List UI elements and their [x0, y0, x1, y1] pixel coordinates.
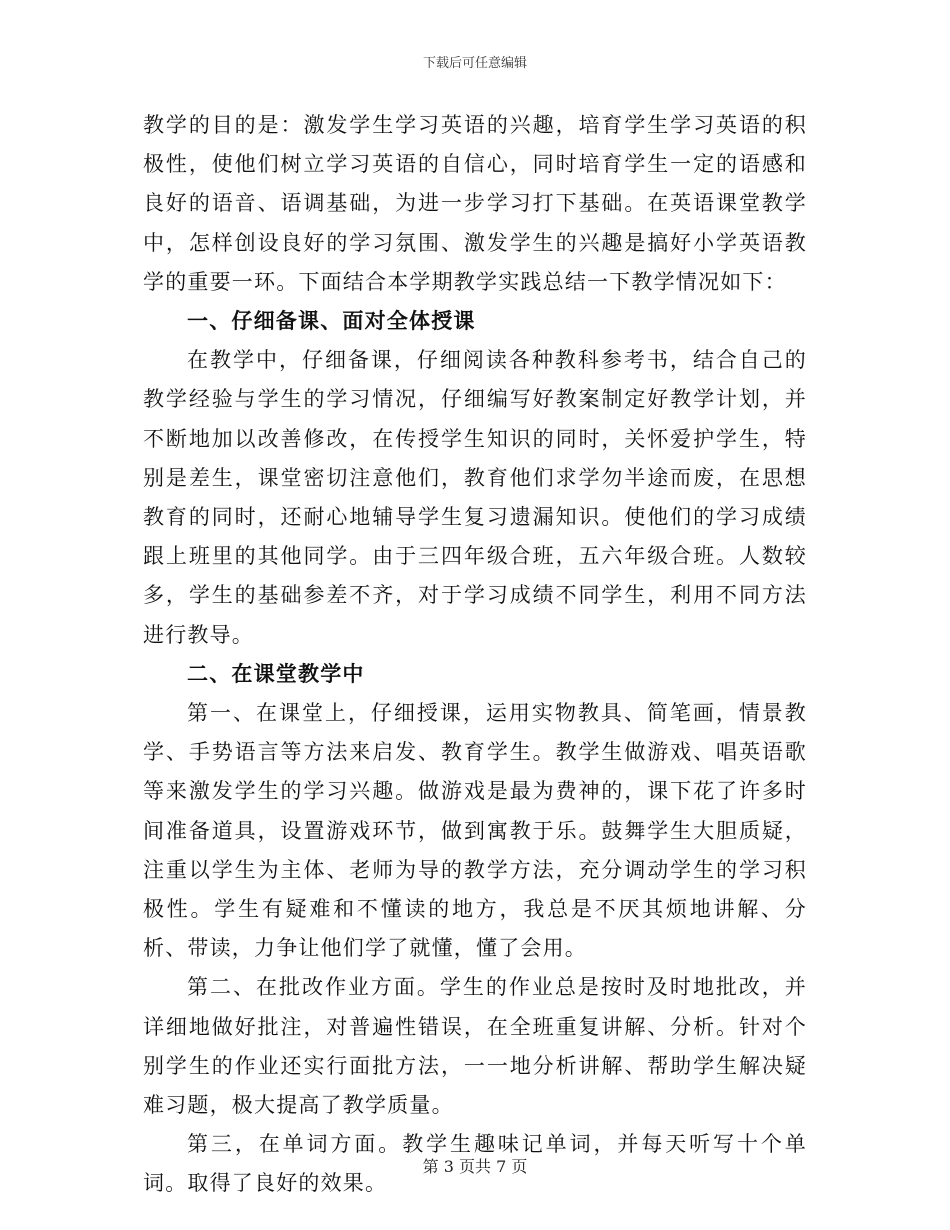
document-body — [143, 106, 807, 1204]
section-2-paragraph-1: 第一、在课堂上，仔细授课，运用实物教具、简笔画，情景教学、手势语言等方法来启发、教育学生。教学生做游戏、唱英语歌等来激发学生的学习兴趣。做游戏是最为费神的，课下花了许多时间准备道具，设置游戏环节，做到寓教于乐。鼓舞学生大胆质疑，注重以学生为主体、老师为导的教学方法，充分调动学生的学习积极性。学生有疑难和不懂读的地方，我总是不厌其烦地讲解、分析、带读，力争让他们学了就懂，懂了会用。 — [143, 701, 807, 961]
intro-paragraph: 教学的目的是：激发学生学习英语的兴趣，培育学生学习英语的积极性，使他们树立学习英语的自信心，同时培育学生一定的语感和良好的语音、语调基础，为进一步学习打下基础。在英语课堂教学中，怎样创设良好的学习氛围、激发学生的兴趣是搞好小学英语教学的重要一环。下面结合本学期教学实践总结一下教学情况如下： — [143, 113, 807, 294]
header-note: 下载后可任意编辑 — [422, 56, 527, 71]
section-2-paragraph-2: 第二、在批改作业方面。学生的作业总是按时及时地批改，并详细地做好批注，对普遍性错误，在全班重复讲解、分析。针对个别学生的作业还实行面批方法，一一地分析讲解、帮助学生解决疑难习题，极大提高了教学质量。 — [143, 975, 807, 1118]
section-heading-1: 一、仔细备课、面对全体授课 — [187, 309, 476, 334]
section-heading-2: 二、在课堂教学中 — [187, 661, 365, 686]
section-2-paragraph-3: 第三，在单词方面。教学生趣味记单词，并每天听写十个单词。取得了良好的效果。 — [143, 1132, 807, 1196]
section-1-paragraph: 在教学中，仔细备课，仔细阅读各种教科参考书，结合自己的教学经验与学生的学习情况，仔细编写好教案制定好教学计划，并不断地加以改善修改，在传授学生知识的同时，关怀爱护学生，特别是差生，课堂密切注意他们，教育他们求学勿半途而废，在思想教育的同时，还耐心地辅导学生复习遗漏知识。使他们的学习成绩跟上班里的其他同学。由于三四年级合班，五六年级合班。人数较多，学生的基础参差不齐，对于学习成绩不同学生，利用不同方法进行教导。 — [143, 348, 807, 647]
page-number: 第 3 页共 7 页 — [422, 1157, 528, 1176]
